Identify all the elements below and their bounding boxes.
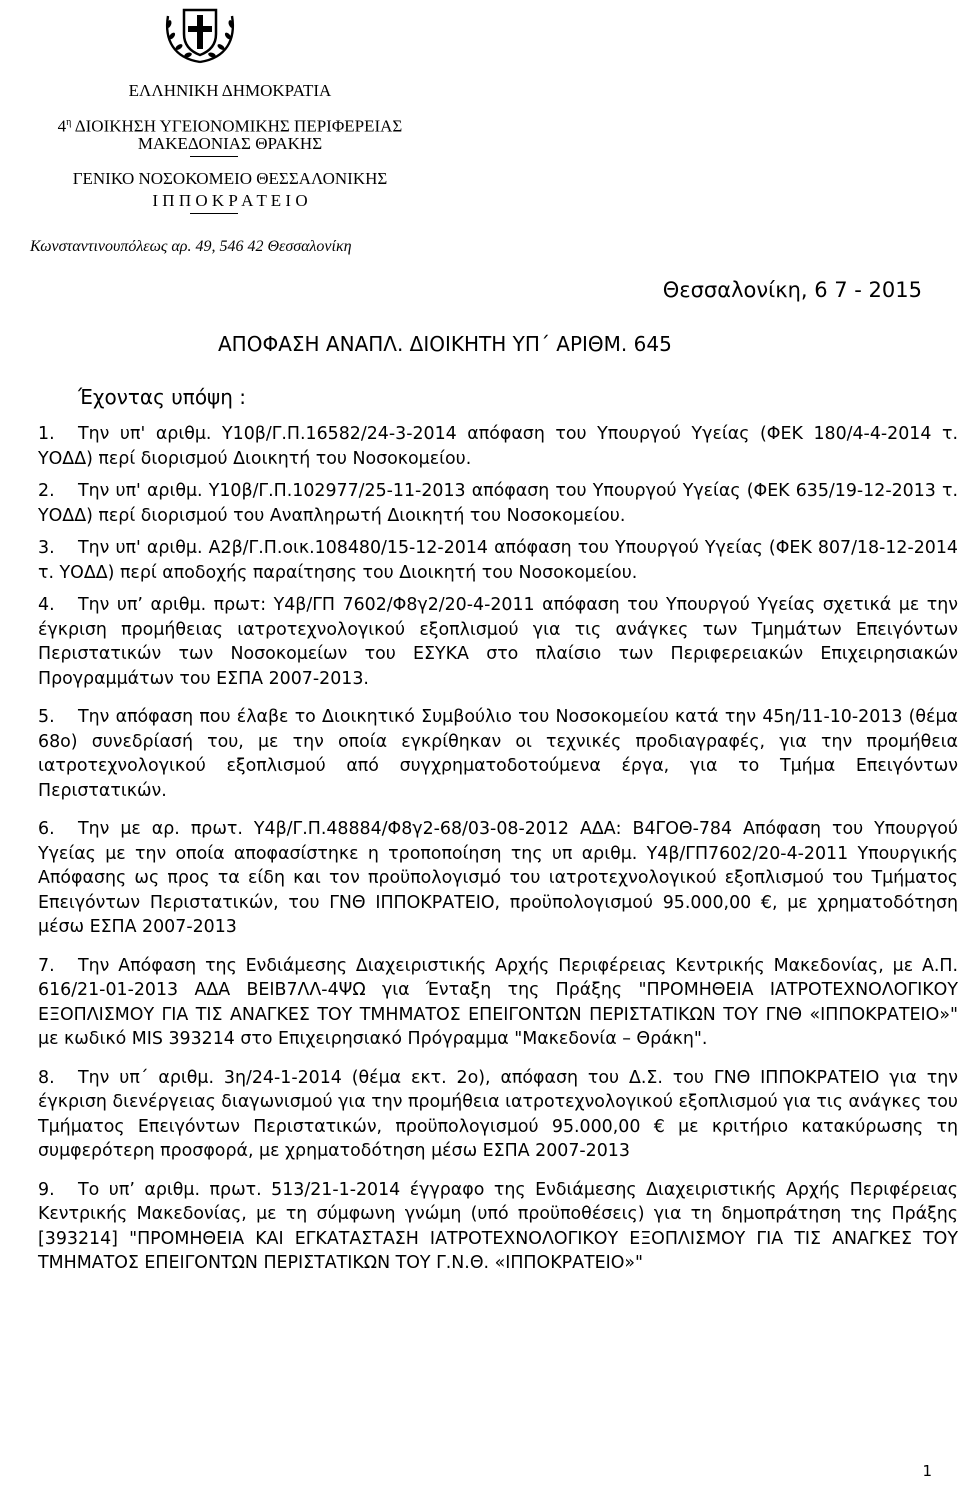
considering-heading: Έχοντας υπόψη : [78,385,247,409]
list-item: 6. Την με αρ. πρωτ. Υ4β/Γ.Π.48884/Φ8γ2-68/03-08-2012 ΑΔΑ: Β4ΓΟΘ-784 Απόφαση του Υπουργού Υγείας με την οποία αποφασίστηκε η τροποποίηση της υπ αριθμ. Υ4β/ΓΠ7602/20-4-2011 Υπουργικής Απόφασης ως προς τα είδη και τον προϋπολογισμό του ιατροτεχνολογικού εξοπλισμού του Τμήματος Επειγόντων Περιστατικών, του ΓΝΘ ΙΠΠΟΚΡΑΤΕΙΟ, προϋπολογισμού 95.000,00 €, με χρηματοδότηση μέσω ΕΣΠΑ 2007-2013 [38,819,958,937]
document-date: Θεσσαλονίκη, 6 7 - 2015 [662,278,922,302]
list-item: 5. Την απόφαση που έλαβε το Διοικητικό Συμβούλιο του Νοσοκομείου κατά την 45η/11-10-2013 (θέμα 68ο) συνεδρίασή του, με την οποία εγκρίθηκαν οι τεχνικές προδιαγραφές, για την προμήθεια ιατροτεχνολογικού εξοπλισμού από συγχρηματοδοτούμενα έργα, για το Τμήμα Επειγόντων Περιστατικών. [38,707,958,801]
header-country: ΕΛΛΗΝΙΚΗ ΔΗΜΟΚΡΑΤΙΑ [128,81,332,100]
list-item: 8. Την υπ΄ αριθμ. 3η/24-1-2014 (θέμα εκτ. 2ο), απόφαση του Δ.Σ. του ΓΝΘ ΙΠΠΟΚΡΑΤΕΙΟ για την έγκριση διενέργειας διαγωνισμού για την προμήθεια ιατροτεχνολογικού εξοπλισμού για τις ανάγκες του Τμήματος Επειγόντων Περιστατικών, προϋπολογισμού 95.000,00 € με κριτήριο κατακύρωσης τη συμφερότερη προσφορά, με χρηματοδότηση μέσω ΕΣΠΑ 2007-2013 [38,1067,958,1161]
list-item: 4. Την υπ’ αριθμ. πρωτ: Υ4β/ΓΠ 7602/Φ8γ2/20-4-2011 απόφαση του Υπουργού Υγείας σχετικά με την έγκριση προμήθειας ιατροτεχνολογικού εξοπλισμού για τις ανάγκες των Τμημάτων Επειγόντων Περιστατικών των Νοσοκομείων του ΕΣΥΚΑ στο πλαίσιο των Περιφερειακών Επιχειρησιακών Προγραμμάτων του ΕΣΠΑ 2007-2013. [38,595,958,689]
header-hospital: ΓΕΝΙΚΟ ΝΟΣΟΚΟΜΕΙΟ ΘΕΣΣΑΛΟΝΙΚΗΣ [72,169,388,188]
header-hospital-name: Ι Π Π Ο Κ Ρ Α Τ Ε Ι Ο [152,191,308,210]
page-number: 1 [922,1462,932,1480]
list-item: 9. Το υπ’ αριθμ. πρωτ. 513/21-1-2014 έγγραφο της Ενδιάμεσης Διαχειριστικής Αρχής Περιφέρειας Κεντρικής Μακεδονίας, με τη σύμφωνη γνώμη (υπό προϋποθέσεις) για τη δημοπράτηση της Πράξης [393214] "ΠΡΟΜΗΘΕΙΑ ΚΑΙ ΕΓΚΑΤΑΣΤΑΣΗ ΙΑΤΡΟΤΕΧΝΟΛΟΓΙΚΟΥ ΕΞΟΠΛΙΣΜΟΥ ΓΙΑ ΤΙΣ ΑΝΑΓΚΕΣ ΤΟΥ ΤΜΗΜΑΤΟΣ ΕΠΕΙΓΟΝΤΩΝ ΠΕΡΙΣΤΑΤΙΚΩΝ ΤΟΥ Γ.Ν.Θ. «ΙΠΠΟΚΡΑΤΕΙΟ»" [38,1179,958,1273]
greek-state-emblem-icon [160,2,240,66]
list-item: 3. Την υπ' αριθμ. Α2β/Γ.Π.οικ.108480/15-12-2014 απόφαση του Υπουργού Υγείας (ΦΕΚ 807/18-12-2014 τ. ΥΟΔΔ) περί αποδοχής παραίτησης του Διοικητή του Νοσοκομείου. [38,538,958,583]
header-region-name: ΜΑΚΕΔΟΝΙΑΣ ΘΡΑΚΗΣ [137,134,323,153]
header-health-region: $4^\eta$ ΔΙΟΙΚΗΣΗ ΥΓΕΙΟΝΟΜΙΚΗΣ ΠΕΡΙΦΕΡΕΙΑΣ [57,116,403,136]
considerations-list [38,422,958,1276]
header-divider [190,156,238,157]
hospital-address: Κωνσταντινουπόλεως αρ. 49, 546 42 Θεσσαλονίκη [30,238,352,255]
list-item: 2. Την υπ' αριθμ. Υ10β/Γ.Π.102977/25-11-2013 απόφαση του Υπουργού Υγείας (ΦΕΚ 635/19-12-2013 τ. ΥΟΔΔ) περί διορισμού του Αναπληρωτή Διοικητή του Νοσοκομείου. [38,481,958,526]
header-divider [190,213,238,214]
list-item: 1. Την υπ' αριθμ. Υ10β/Γ.Π.16582/24-3-2014 απόφαση του Υπουργού Υγείας (ΦΕΚ 180/4-4-2014 τ. ΥΟΔΔ) περί διορισμού Διοικητή του Νοσοκομείου. [38,424,958,469]
list-item: 7. Την Απόφαση της Ενδιάμεσης Διαχειριστικής Αρχής Περιφέρειας Κεντρικής Μακεδονίας, με Α.Π. 616/21-01-2013 ΑΔΑ ΒΕΙΒ7ΛΛ-4ΨΩ για Ένταξη της Πράξης "ΠΡΟΜΗΘΕΙΑ ΙΑΤΡΟΤΕΧΝΟΛΟΓΙΚΟΥ ΕΞΟΠΛΙΣΜΟΥ ΓΙΑ ΤΙΣ ΑΝΑΓΚΕΣ ΤΟΥ ΤΜΗΜΑΤΟΣ ΕΠΕΙΓΟΝΤΩΝ ΠΕΡΙΣΤΑΤΙΚΩΝ ΤΟΥ ΓΝΘ «ΙΠΠΟΚΡΑΤΕΙΟ»" με κωδικό MIS 393214 στο Επιχειρησιακό Πρόγραμμα "Μακεδονία – Θράκη". [38,955,958,1049]
document-title: ΑΠΟΦΑΣΗ ΑΝΑΠΛ. ΔΙΟΙΚΗΤΗ ΥΠ΄ ΑΡΙΘΜ. 645 [218,332,672,356]
